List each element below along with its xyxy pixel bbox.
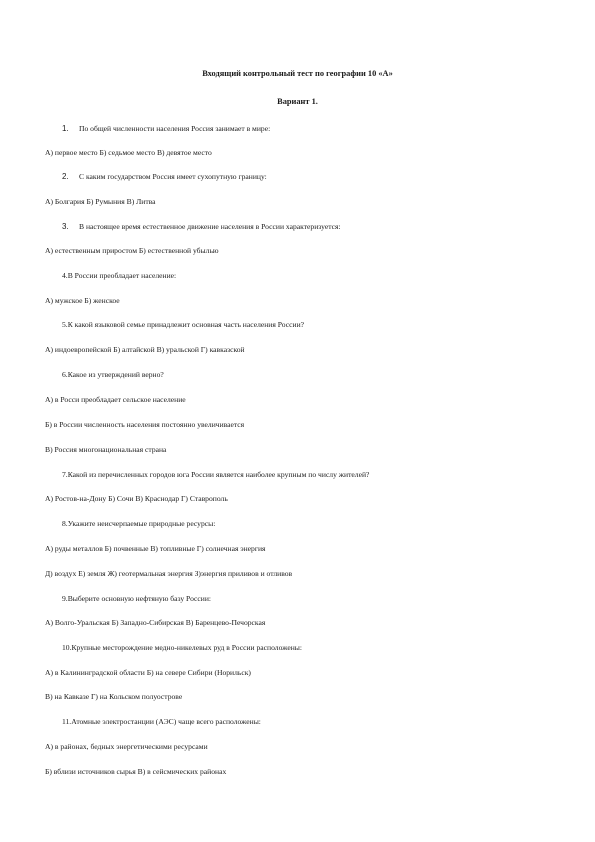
answer-options xyxy=(45,445,166,455)
answer-text: А) в Росси преобладает сельское население xyxy=(45,395,186,404)
question-text: По общей численности населения Россия занимает в мире: xyxy=(79,124,271,133)
answer-options xyxy=(45,395,186,405)
answer-text: А) Волго-Уральская Б) Западно-Сибирская В) Баренцево-Печорская xyxy=(45,618,266,627)
answer-options xyxy=(45,742,208,752)
question xyxy=(62,594,211,604)
answer-options xyxy=(45,420,244,430)
question-number: 2. xyxy=(62,172,69,181)
question xyxy=(62,222,341,232)
answer-options xyxy=(45,767,226,777)
answer-text: А) руды металлов Б) почвенные В) топливные Г) солнечная энергия xyxy=(45,544,266,553)
question xyxy=(62,320,304,330)
answer-options xyxy=(45,345,245,355)
question-text: 5.К какой языковой семье принадлежит основная часть населения России? xyxy=(62,320,305,329)
question xyxy=(62,370,164,380)
answer-text: А) индоевропейской Б) алтайской В) уральской Г) кавказской xyxy=(45,345,245,354)
question xyxy=(62,643,302,653)
question-text: 8.Укажите неисчерпаемые природные ресурсы: xyxy=(62,519,216,528)
variant-heading: Вариант 1. xyxy=(277,97,318,106)
answer-text: А) мужское Б) женское xyxy=(45,296,120,305)
answer-options xyxy=(45,618,265,628)
answer-text: А) Ростов-на-Дону Б) Сочи В) Краснодар Г) Ставрополь xyxy=(45,494,228,503)
question-text: 7.Какой из перечисленных городов юга России является наиболее крупным по числу жителей? xyxy=(62,470,370,479)
question-text: 4.В России преобладает население: xyxy=(62,271,177,280)
answer-options xyxy=(45,246,219,256)
answer-options xyxy=(45,692,182,702)
question xyxy=(62,124,270,134)
answer-text: Б) вблизи источников сырья В) в сейсмических районах xyxy=(45,767,227,776)
answer-text: В) Россия многонациональная страна xyxy=(45,445,167,454)
question-text: 10.Крупные месторождение медно-никелевых руд в России расположены: xyxy=(62,643,302,652)
answer-text: А) в Калининградской области Б) на севере Сибири (Норильск) xyxy=(45,668,251,677)
answer-options xyxy=(45,494,228,504)
answer-text: А) Болгария Б) Румыния В) Литва xyxy=(45,197,156,206)
answer-options xyxy=(45,544,266,554)
question xyxy=(62,271,176,281)
answer-options xyxy=(45,569,292,579)
question-text: В настоящее время естественное движение населения в России характеризуется: xyxy=(79,222,341,231)
answer-options xyxy=(45,148,212,158)
question xyxy=(62,519,215,529)
question xyxy=(62,470,369,480)
question-text: 9.Выберите основную нефтяную базу России: xyxy=(62,594,212,603)
question xyxy=(62,172,267,182)
answer-text: А) естественным приростом Б) естественной убылью xyxy=(45,246,219,255)
answer-options xyxy=(45,296,120,306)
answer-text: В) на Кавказе Г) на Кольском полуострове xyxy=(45,692,183,701)
answer-text: А) в районах, бедных энергетическими ресурсами xyxy=(45,742,208,751)
answer-options xyxy=(45,197,156,207)
question xyxy=(62,717,261,727)
answer-options xyxy=(45,668,251,678)
question-number: 3. xyxy=(62,222,69,231)
question-number: 1. xyxy=(62,124,69,133)
question-text: 6.Какое из утверждений верно? xyxy=(62,370,164,379)
answer-text: Б) в России численность населения постоянно увеличивается xyxy=(45,420,245,429)
answer-text: Д) воздух Е) земля Ж) геотермальная энергия З)энергия приливов и отливов xyxy=(45,569,293,578)
document-title: Входящий контрольный тест по географии 10 «А» xyxy=(202,69,393,78)
question-text: 11.Атомные электростанции (АЭС) чаще всего расположены: xyxy=(62,717,261,726)
question-text: С каким государством Россия имеет сухопутную границу: xyxy=(79,172,267,181)
answer-text: А) первое место Б) седьмое место В) девятое место xyxy=(45,148,212,157)
